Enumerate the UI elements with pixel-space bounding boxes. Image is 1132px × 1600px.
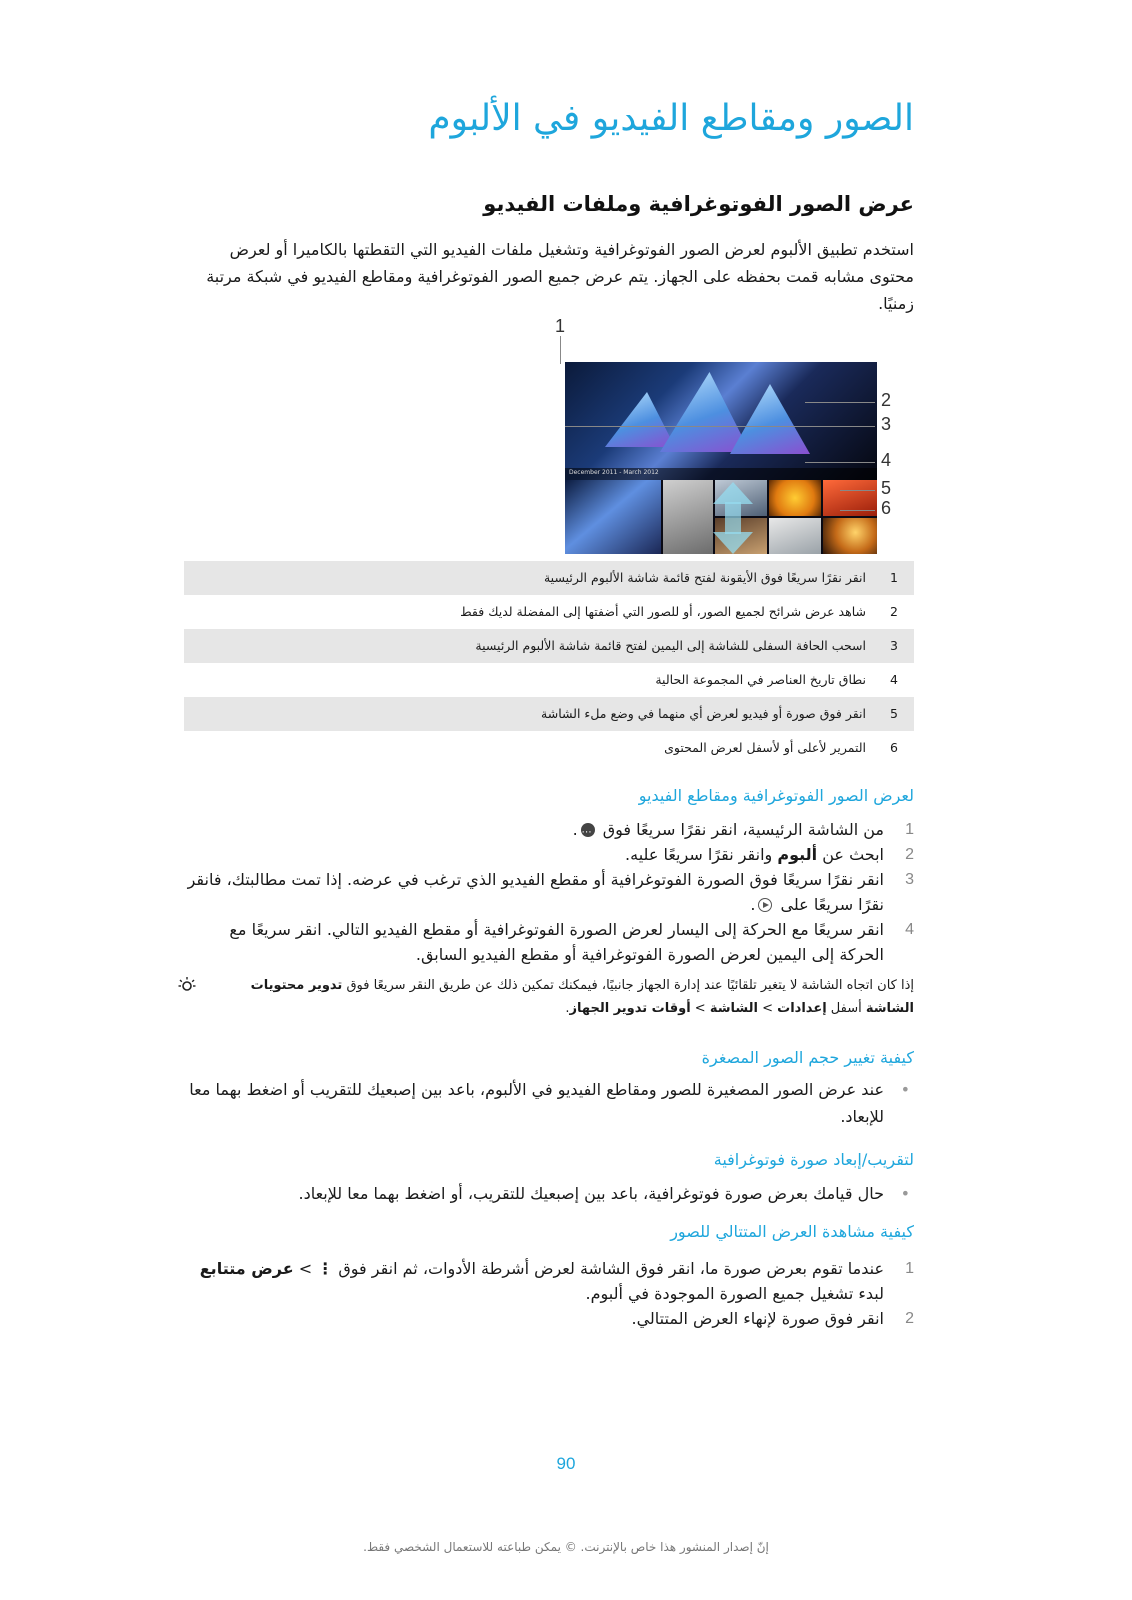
step-item: 1 عندما تقوم بعرض صورة ما، انقر فوق الشاشة لعرض أشرطة الأدوات، ثم انقر فوق ⋮ > عرض متتابع لبدء تشغيل جميع الصورة الموجودة في ألبوم.	[184, 1256, 914, 1306]
thumbnail[interactable]	[663, 480, 713, 554]
step-number: 4	[905, 921, 914, 938]
legend-number: 1	[890, 570, 898, 585]
callout-number: 5	[881, 478, 892, 498]
legend-table	[184, 561, 914, 765]
legend-text: اسحب الحافة السفلى للشاشة إلى اليمين لفتح قائمة شاشة الألبوم الرئيسية	[475, 638, 866, 653]
tip-note: إذا كان اتجاه الشاشة لا يتغير تلقائيًا عند إدارة الجهاز جانبيًا، فيمكنك تمكين ذلك عن طريق النقر سريعًا فوق تدوير محتويات الشاشة أسفل إعدادات > الشاشة > أوقات تدوير الجهاز.	[184, 974, 914, 1020]
album-screen-image	[565, 362, 877, 554]
section-heading: عرض الصور الفوتوغرافية وملفات الفيديو	[483, 192, 914, 216]
album-screenshot-figure	[555, 316, 915, 554]
bullet-item: • حال قيامك بعرض صورة فوتوغرافية، باعد بين إصبعيك للتقريب، أو اضغط بهما معا للإبعاد.	[298, 1184, 910, 1203]
thumb-section-heading: كيفية تغيير حجم الصور المصغرة	[701, 1048, 914, 1067]
step-item: 2 ابحث عن ألبوم وانقر نقرًا سريعًا عليه.	[184, 842, 914, 867]
legend-row	[184, 561, 914, 595]
scroll-up-arrow-icon	[713, 482, 753, 504]
legend-number: 6	[890, 740, 898, 755]
thumbnail[interactable]	[769, 518, 821, 554]
step-item: 1 من الشاشة الرئيسية، انقر نقرًا سريعًا فوق ⋯.	[184, 817, 914, 842]
callout-number: 2	[881, 390, 892, 410]
album-app-name: ألبوم	[777, 845, 818, 864]
scroll-down-arrow-icon	[713, 532, 753, 554]
legend-number: 2	[890, 604, 898, 619]
callout-number: 4	[881, 450, 892, 470]
callout-number: 1	[555, 316, 566, 336]
view-steps-list	[184, 817, 914, 967]
thumbnail[interactable]	[565, 480, 661, 554]
legend-row	[184, 595, 914, 629]
step-item: 4 انقر سريعًا مع الحركة إلى اليسار لعرض الصورة الفوتوغرافية أو مقطع الفيديو التالي. انقر سريعًا مع الحركة إلى اليمين لعرض الصورة الفوتوغرافية أو مقطع الفيديو السابق.	[184, 917, 914, 967]
slideshow-section-heading: كيفية مشاهدة العرض المتتالي للصور	[670, 1222, 914, 1241]
callout-number: 3	[881, 414, 892, 434]
footer-note: إنّ إصدار المنشور هذا خاص بالإنترنت. © يمكن طباعته للاستعمال الشخصي فقط.	[363, 1540, 769, 1554]
legend-row	[184, 697, 914, 731]
legend-row	[184, 731, 914, 765]
menu-icon: ⋮	[317, 1259, 334, 1278]
step-number: 2	[905, 1310, 914, 1327]
legend-row	[184, 663, 914, 697]
page-title: الصور ومقاطع الفيديو في الألبوم	[428, 98, 914, 139]
bullet-item: • عند عرض الصور المصغيرة للصور ومقاطع الفيديو في الألبوم، باعد بين إصبعيك للتقريب أو اضغط بهما معا للإبعاد.	[189, 1080, 910, 1126]
callout-number: 6	[881, 498, 892, 518]
apps-grid-icon	[581, 823, 595, 837]
legend-text: نطاق تاريخ العناصر في المجموعة الحالية	[655, 672, 866, 687]
lightbulb-icon	[178, 976, 196, 994]
slideshow-steps-list	[184, 1256, 914, 1331]
legend-number: 3	[890, 638, 898, 653]
step-item: 2 انقر فوق صورة لإنهاء العرض المتتالي.	[184, 1306, 914, 1331]
step-number: 1	[905, 1260, 914, 1277]
legend-number: 5	[890, 706, 898, 721]
step-item: 3 انقر نقرًا سريعًا فوق الصورة الفوتوغرافية أو مقطع الفيديو الذي ترغب في عرضه. إذا تمت مطالبتك، فانقر نقرًا سريعًا على .	[184, 867, 914, 917]
date-range-label: December 2011 - March 2012	[569, 469, 659, 476]
legend-text: شاهد عرض شرائح لجميع الصور، أو للصور التي أضفتها إلى المفضلة لديك فقط	[460, 604, 866, 619]
thumbnail[interactable]	[823, 518, 877, 554]
step-number: 3	[905, 871, 914, 888]
thumb-bullets	[184, 1076, 914, 1130]
legend-text: انقر فوق صورة أو فيديو لعرض أي منهما في وضع ملء الشاشة	[541, 706, 866, 721]
legend-text: انقر نقرًا سريعًا فوق الأيقونة لفتح قائمة شاشة الألبوم الرئيسية	[543, 570, 866, 585]
step-number: 1	[905, 821, 914, 838]
zoom-bullets	[184, 1180, 914, 1207]
legend-number: 4	[890, 672, 898, 687]
step-number: 2	[905, 846, 914, 863]
thumbnail[interactable]	[769, 480, 821, 516]
page-number: 90	[556, 1454, 576, 1473]
view-section-heading: لعرض الصور الفوتوغرافية ومقاطع الفيديو	[638, 786, 914, 805]
intro-paragraph: استخدم تطبيق الألبوم لعرض الصور الفوتوغرافية وتشغيل ملفات الفيديو التي التقطتها بالكاميرا أو لعرض محتوى مشابه قمت بحفظه على الجهاز. يتم عرض جميع الصور الفوتوغرافية ومقاطع الفيديو في شبكة مرتبة زمنيًا.	[206, 240, 914, 313]
zoom-section-heading: لتقريب/إبعاد صورة فوتوغرافية	[713, 1150, 914, 1169]
play-icon	[758, 898, 772, 912]
legend-row	[184, 629, 914, 663]
legend-text: التمرير لأعلى أو لأسفل لعرض المحتوى	[664, 740, 866, 755]
